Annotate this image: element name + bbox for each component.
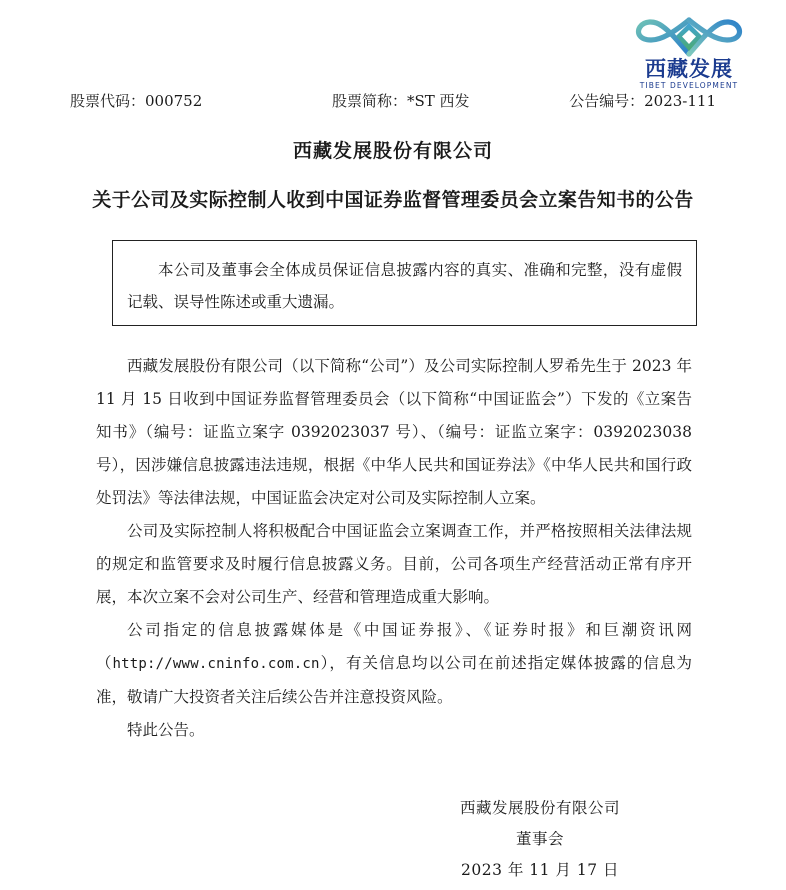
page-title: 关于公司及实际控制人收到中国证券监督管理委员会立案告知书的公告 <box>92 189 694 211</box>
company-title: 西藏发展股份有限公司 <box>292 140 493 162</box>
document-header-row <box>70 90 716 114</box>
document-body <box>96 350 692 747</box>
logo-company-name-cn: 西藏发展 <box>645 57 733 81</box>
signature-date: 2023 年 11 月 17 日 <box>460 861 620 879</box>
disclosure-media-text-before: 公司指定的信息披露媒体是《中国证券报》、《证券时报》和巨潮资讯网（ <box>96 621 692 672</box>
disclaimer-box <box>112 240 697 326</box>
signature-board: 董事会 <box>515 830 564 848</box>
paragraph-disclosure-media <box>96 614 692 714</box>
tibet-development-infinity-logo-icon <box>634 6 744 60</box>
announcement-number: 公告编号：2023-111 <box>569 92 716 110</box>
logo-company-name-en: TIBET DEVELOPMENT <box>639 81 739 91</box>
signature-block <box>390 793 690 886</box>
stock-short-name: 股票简称：*ST 西发 <box>332 92 470 110</box>
cninfo-url: http://www.cninfo.com.cn <box>112 656 320 672</box>
paragraph-closing: 特此公告。 <box>127 721 205 739</box>
paragraph-filing-notice: 西藏发展股份有限公司（以下简称“公司”）及公司实际控制人罗希先生于 2023 年 11 月 15 日收到中国证券监督管理委员会（以下简称“中国证监会”）下发的《立案告知书》（编号：证监立案字 0392023037 号）、（编号：证监立案字：0392023038 号），因涉嫌信息披露违法违规，根据《中华人民共和国证券法》《中华人民共和国行政处罚法》等法律法规，中国证监会决定对公司及实际控制人立案。 <box>96 357 692 507</box>
signature-company: 西藏发展股份有限公司 <box>459 799 620 817</box>
company-logo <box>630 6 748 90</box>
stock-code: 股票代码：000752 <box>70 92 203 110</box>
paragraph-cooperation: 公司及实际控制人将积极配合中国证监会立案调查工作，并严格按照相关法律法规的规定和监管要求及时履行信息披露义务。目前，公司各项生产经营活动正常有序开展，本次立案不会对公司生产、经营和管理造成重大影响。 <box>96 522 692 606</box>
disclaimer-text: 本公司及董事会全体成员保证信息披露内容的真实、准确和完整，没有虚假记载、误导性陈述或重大遗漏。 <box>127 261 682 311</box>
disclosure-media-text-after: ），有关信息均以公司在前述指定媒体披露的信息为准，敬请广大投资者关注后续公告并注意投资风险。 <box>96 654 692 706</box>
